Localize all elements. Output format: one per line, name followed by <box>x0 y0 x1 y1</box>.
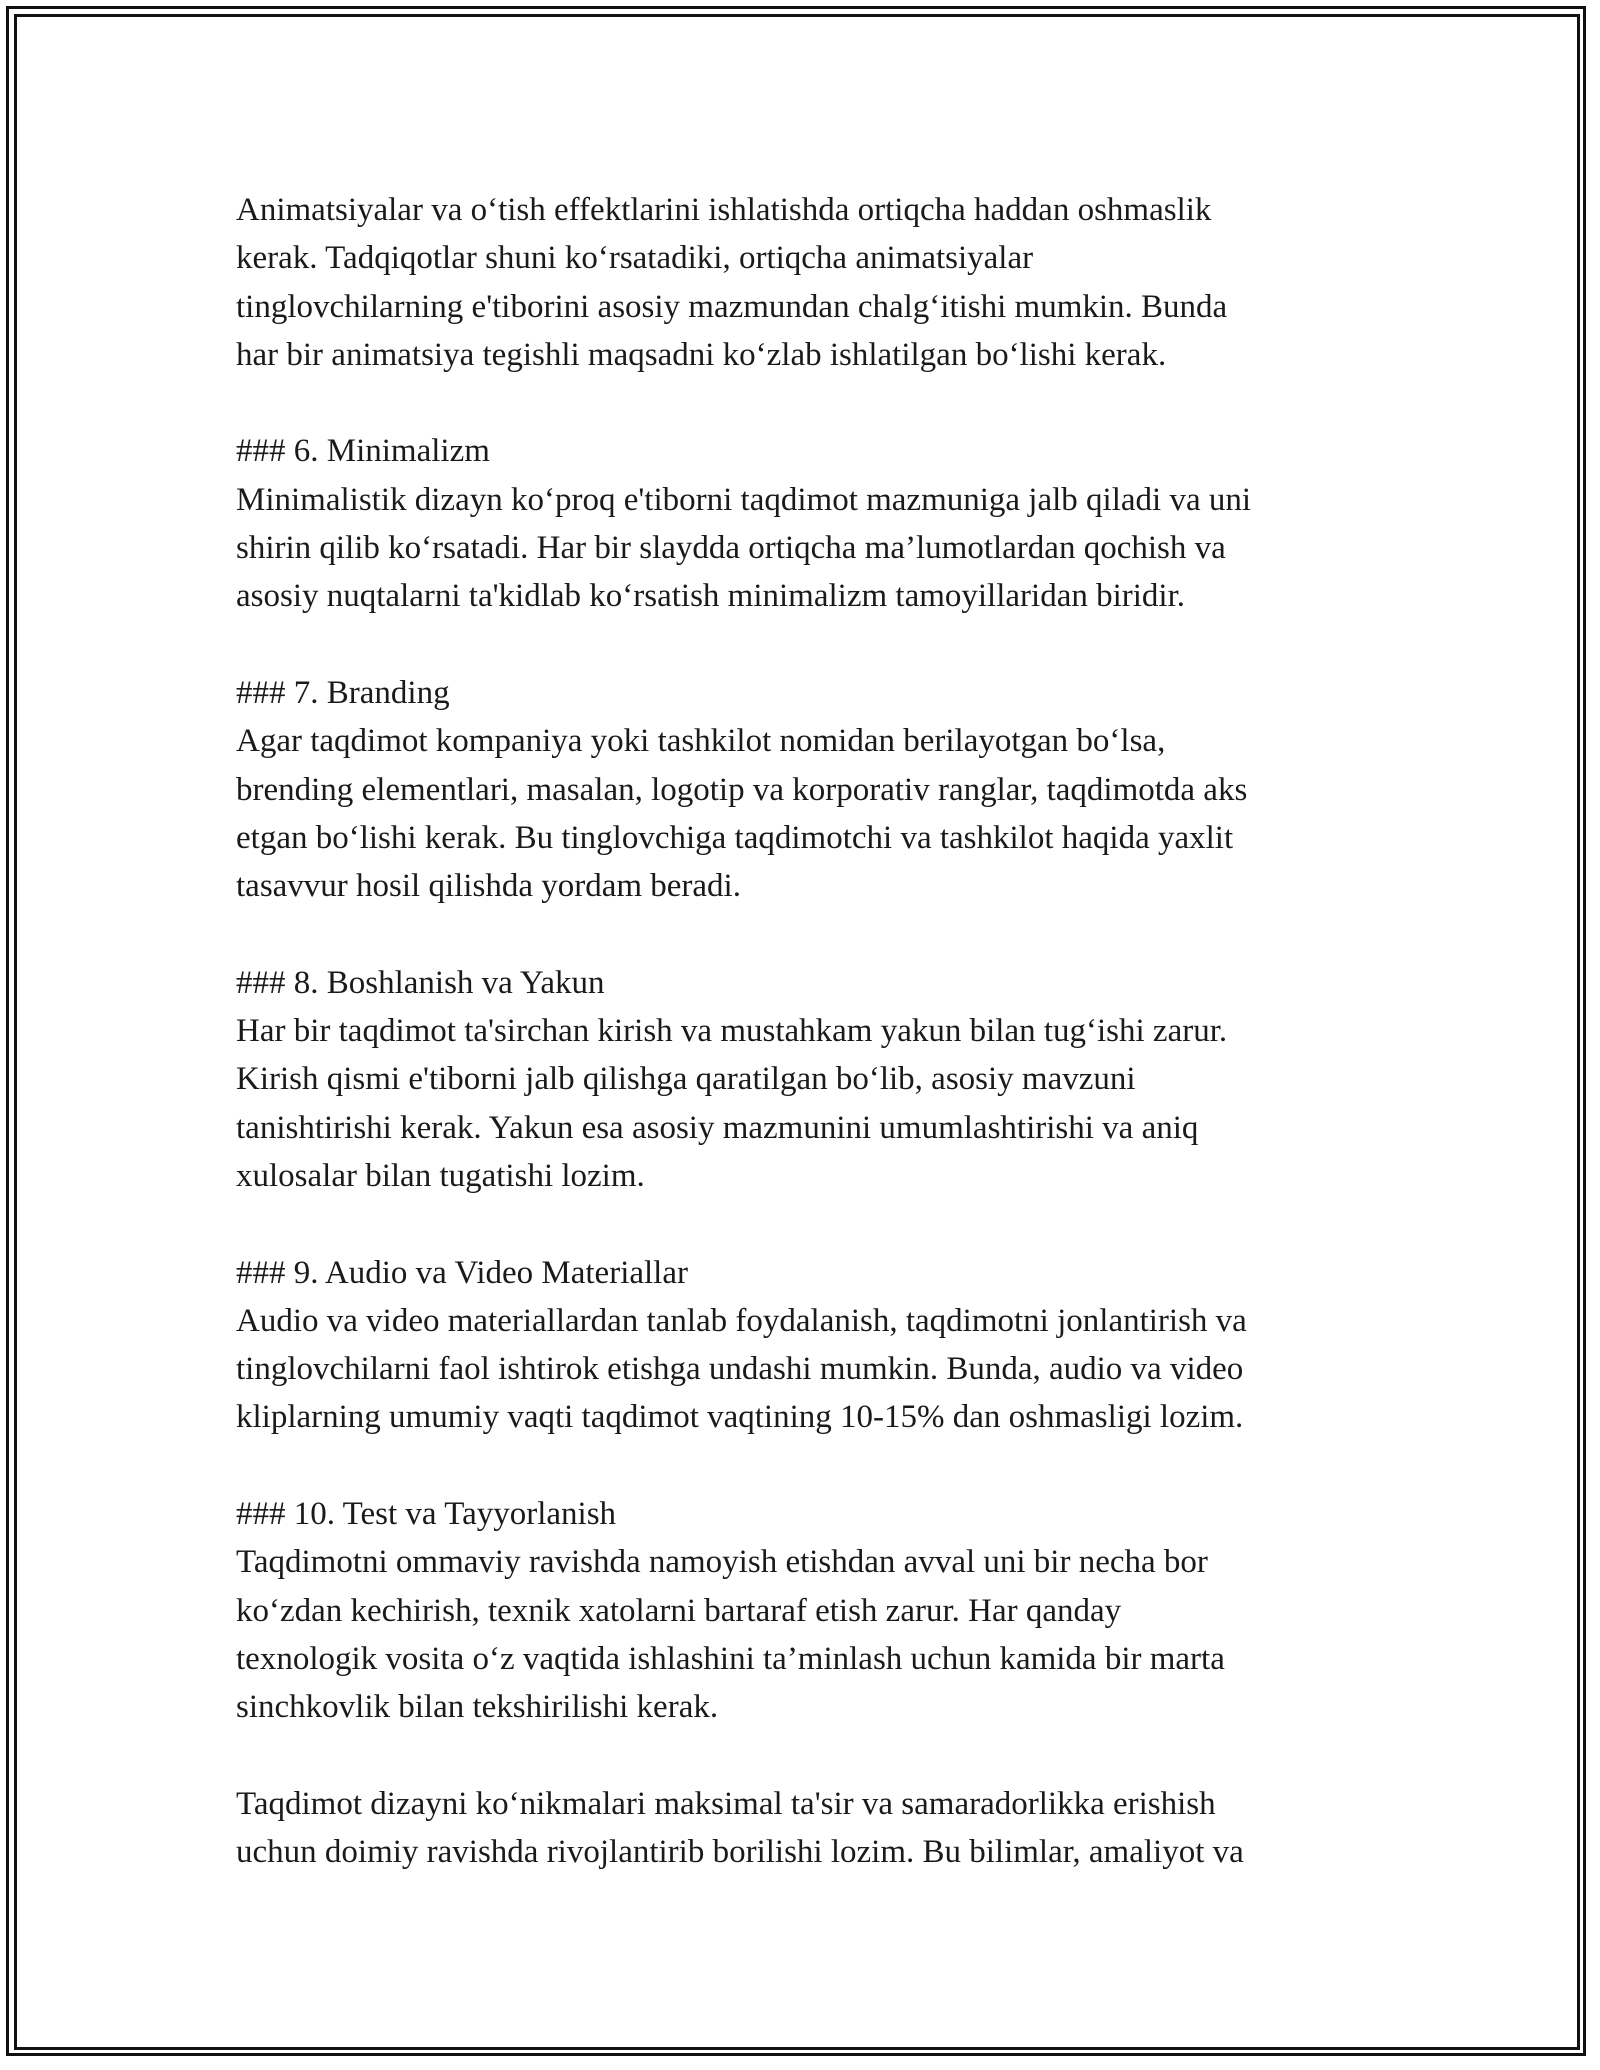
blank-line <box>236 379 1386 427</box>
blank-line <box>236 910 1386 958</box>
text-line: uchun doimiy ravishda rivojlantirib borilishi lozim. Bu bilimlar, amaliyot va <box>236 1834 1244 1871</box>
text-line: tasavvur hosil qilishda yordam beradi. <box>236 868 741 905</box>
text-line: Kirish qismi e'tiborni jalb qilishga qaratilgan bo‘lib, asosiy mavzuni <box>236 1061 1136 1098</box>
section-boshlanish-yakun <box>236 959 1386 1200</box>
text-line: brending elementlari, masalan, logotip va korporativ ranglar, taqdimotda aks <box>236 771 1248 808</box>
blank-line <box>236 1732 1386 1780</box>
section-test-tayyorlanish <box>236 1490 1386 1731</box>
section-branding <box>236 669 1386 910</box>
blank-line <box>236 1442 1386 1490</box>
section-minimalizm <box>236 427 1386 620</box>
text-line: tinglovchilarni faol ishtirok etishga undashi mumkin. Bunda, audio va video <box>236 1351 1244 1388</box>
text-line: tinglovchilarning e'tiborini asosiy mazmundan chalg‘itishi mumkin. Bunda <box>236 288 1228 325</box>
section-heading: ### 10. Test va Tayyorlanish <box>236 1496 617 1533</box>
text-line: har bir animatsiya tegishli maqsadni ko‘zlab ishlatilgan bo‘lishi kerak. <box>236 336 1167 373</box>
text-line: Taqdimot dizayni ko‘nikmalari maksimal ta'sir va samaradorlikka erishish <box>236 1785 1216 1822</box>
text-line: Taqdimotni ommaviy ravishda namoyish etishdan avval uni bir necha bor <box>236 1544 1208 1581</box>
text-line: Har bir taqdimot ta'sirchan kirish va mustahkam yakun bilan tug‘ishi zarur. <box>236 1013 1228 1050</box>
paragraph-conclusion <box>236 1780 1386 1877</box>
blank-line <box>236 1200 1386 1248</box>
text-line: ko‘zdan kechirish, texnik xatolarni bartaraf etish zarur. Har qanday <box>236 1592 1122 1629</box>
paragraph-animations <box>236 186 1386 379</box>
blank-line <box>236 621 1386 669</box>
section-heading: ### 6. Minimalizm <box>236 433 490 470</box>
text-line: xulosalar bilan tugatishi lozim. <box>236 1157 645 1194</box>
section-audio-video <box>236 1249 1386 1442</box>
text-line: tanishtirishi kerak. Yakun esa asosiy mazmunini umumlashtirishi va aniq <box>236 1109 1199 1146</box>
text-line: Minimalistik dizayn ko‘proq e'tiborni taqdimot mazmuniga jalb qiladi va uni <box>236 481 1252 518</box>
document-body <box>236 186 1386 1876</box>
text-line: shirin qilib ko‘rsatadi. Har bir slaydda ortiqcha ma’lumotlardan qochish va <box>236 530 1226 567</box>
text-line: etgan bo‘lishi kerak. Bu tinglovchiga taqdimotchi va tashkilot haqida yaxlit <box>236 819 1234 856</box>
text-line: Agar taqdimot kompaniya yoki tashkilot nomidan berilayotgan bo‘lsa, <box>236 723 1166 760</box>
section-heading: ### 9. Audio va Video Materiallar <box>236 1254 688 1291</box>
section-heading: ### 7. Branding <box>236 674 450 711</box>
text-line: kerak. Tadqiqotlar shuni ko‘rsatadiki, ortiqcha animatsiyalar <box>236 240 1034 277</box>
text-line: asosiy nuqtalarni ta'kidlab ko‘rsatish minimalizm tamoyillaridan biridir. <box>236 578 1186 615</box>
text-line: kliplarning umumiy vaqti taqdimot vaqtining 10-15% dan oshmasligi lozim. <box>236 1399 1244 1436</box>
section-heading: ### 8. Boshlanish va Yakun <box>236 964 605 1001</box>
text-line: texnologik vosita o‘z vaqtida ishlashini ta’minlash uchun kamida bir marta <box>236 1640 1225 1677</box>
text-line: Audio va video materiallardan tanlab foydalanish, taqdimotni jonlantirish va <box>236 1302 1247 1339</box>
text-line: sinchkovlik bilan tekshirilishi kerak. <box>236 1689 719 1726</box>
text-line: Animatsiyalar va o‘tish effektlarini ishlatishda ortiqcha haddan oshmaslik <box>236 192 1212 228</box>
